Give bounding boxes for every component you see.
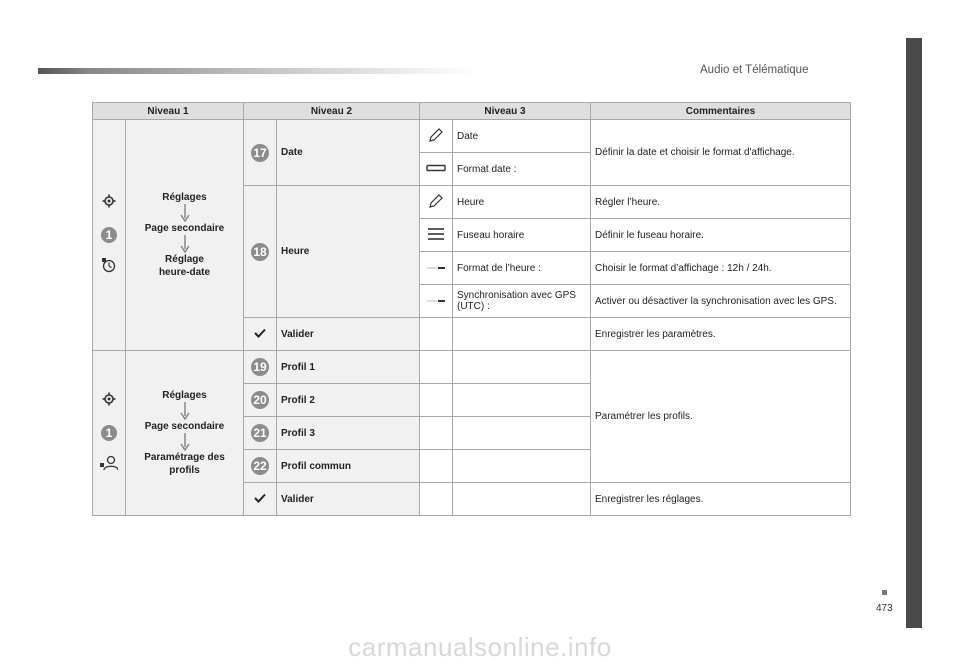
- empty-cell: [453, 483, 591, 516]
- level1-step-reglage-heure-date: Réglage heure-date: [158, 254, 211, 278]
- level2-label-profil-1: Profil 1: [277, 351, 420, 384]
- toggle-icon: [426, 265, 446, 271]
- checkmark-icon: [254, 493, 266, 503]
- level1-step-reglages: Réglages: [162, 390, 207, 401]
- page-marker: [882, 590, 887, 595]
- level3-icon-cell: [420, 219, 453, 252]
- level2-badge-cell: [244, 120, 277, 186]
- level1-step-reglages: Réglages: [162, 192, 207, 203]
- level1-path-cell: [126, 351, 244, 516]
- level2-badge-cell: [244, 351, 277, 384]
- step-badge: 19: [251, 358, 269, 376]
- empty-cell: [420, 450, 453, 483]
- comment-cell: Définir le fuseau horaire.: [591, 219, 851, 252]
- user-profile-icon: [99, 455, 119, 474]
- comment-cell: Régler l’heure.: [591, 186, 851, 219]
- comment-cell: Activer ou désactiver la synchronisation avec les GPS.: [591, 285, 851, 318]
- level1-step-page-secondaire: Page secondaire: [144, 421, 225, 432]
- level2-badge-cell: [244, 384, 277, 417]
- col-header-niveau-3: Niveau 3: [420, 103, 591, 120]
- page-number: 473: [876, 603, 893, 614]
- comment-cell: Enregistrer les réglages.: [591, 483, 851, 516]
- level3-label: Heure: [453, 186, 591, 219]
- level2-label-heure: Heure: [277, 186, 420, 318]
- arrow-down-icon: [180, 402, 190, 420]
- level3-icon-cell: [420, 120, 453, 153]
- clock-settings-icon: [99, 257, 119, 276]
- section-title: Audio et Télématique: [700, 64, 809, 76]
- pencil-icon: [428, 193, 444, 209]
- step-badge: 17: [251, 144, 269, 162]
- header-gradient-bar: [38, 68, 478, 74]
- arrow-down-icon: [180, 204, 190, 222]
- level3-icon-cell: [420, 252, 453, 285]
- level2-label-profil-commun: Profil commun: [277, 450, 420, 483]
- col-header-niveau-2: Niveau 2: [244, 103, 420, 120]
- table-header-row: [93, 103, 851, 120]
- list-icon: [427, 227, 445, 241]
- step-badge: 21: [251, 424, 269, 442]
- step-badge: 20: [251, 391, 269, 409]
- empty-cell: [453, 450, 591, 483]
- gear-icon: [99, 392, 119, 409]
- level3-label: Synchronisation avec GPS (UTC) :: [453, 285, 591, 318]
- table-row: [93, 120, 851, 153]
- toggle-icon: [426, 298, 446, 304]
- step-badge: 22: [251, 457, 269, 475]
- checkmark-icon: [254, 328, 266, 338]
- level2-label-profil-2: Profil 2: [277, 384, 420, 417]
- format-bar-icon: [426, 164, 446, 172]
- empty-cell: [420, 318, 453, 351]
- empty-cell: [420, 351, 453, 384]
- level2-label-profil-3: Profil 3: [277, 417, 420, 450]
- empty-cell: [420, 384, 453, 417]
- level3-icon-cell: [420, 186, 453, 219]
- validate-label: Valider: [277, 483, 420, 516]
- step-badge: 18: [251, 243, 269, 261]
- level1-step-page-secondaire: Page secondaire: [144, 223, 225, 234]
- level3-label: Date: [453, 120, 591, 153]
- level2-badge-cell: [244, 417, 277, 450]
- level3-label: Format de l’heure :: [453, 252, 591, 285]
- level3-label: Format date :: [453, 153, 591, 186]
- level3-icon-cell: [420, 153, 453, 186]
- level1-path-cell: [126, 120, 244, 351]
- level3-icon-cell: [420, 285, 453, 318]
- nav-icons-cell: [93, 351, 126, 516]
- pencil-icon: [428, 127, 444, 143]
- nav-icons-cell: [93, 120, 126, 351]
- step-badge: 1: [101, 227, 117, 243]
- validate-icon-cell: [244, 318, 277, 351]
- validate-label: Valider: [277, 318, 420, 351]
- step-badge: 1: [101, 425, 117, 441]
- comment-cell: Paramétrer les profils.: [591, 351, 851, 483]
- level1-step-parametrage-profils: Paramétrage des profils: [144, 452, 225, 476]
- arrow-down-icon: [180, 433, 190, 451]
- empty-cell: [453, 417, 591, 450]
- gear-icon: [99, 194, 119, 211]
- page-sidebar-tab: [906, 38, 922, 628]
- comment-cell: Définir la date et choisir le format d'affichage.: [591, 120, 851, 186]
- comment-cell: Choisir le format d’affichage : 12h / 24h.: [591, 252, 851, 285]
- empty-cell: [453, 318, 591, 351]
- empty-cell: [453, 384, 591, 417]
- empty-cell: [420, 417, 453, 450]
- arrow-down-icon: [180, 235, 190, 253]
- empty-cell: [453, 351, 591, 384]
- level2-label-date: Date: [277, 120, 420, 186]
- col-header-commentaires: Commentaires: [591, 103, 851, 120]
- watermark: carmanualsonline.info: [348, 632, 612, 662]
- empty-cell: [420, 483, 453, 516]
- level2-badge-cell: [244, 186, 277, 318]
- level2-badge-cell: [244, 450, 277, 483]
- comment-cell: Enregistrer les paramètres.: [591, 318, 851, 351]
- col-header-niveau-1: Niveau 1: [93, 103, 244, 120]
- settings-table: [92, 102, 851, 516]
- level3-label: Fuseau horaire: [453, 219, 591, 252]
- validate-icon-cell: [244, 483, 277, 516]
- table-row: [93, 351, 851, 384]
